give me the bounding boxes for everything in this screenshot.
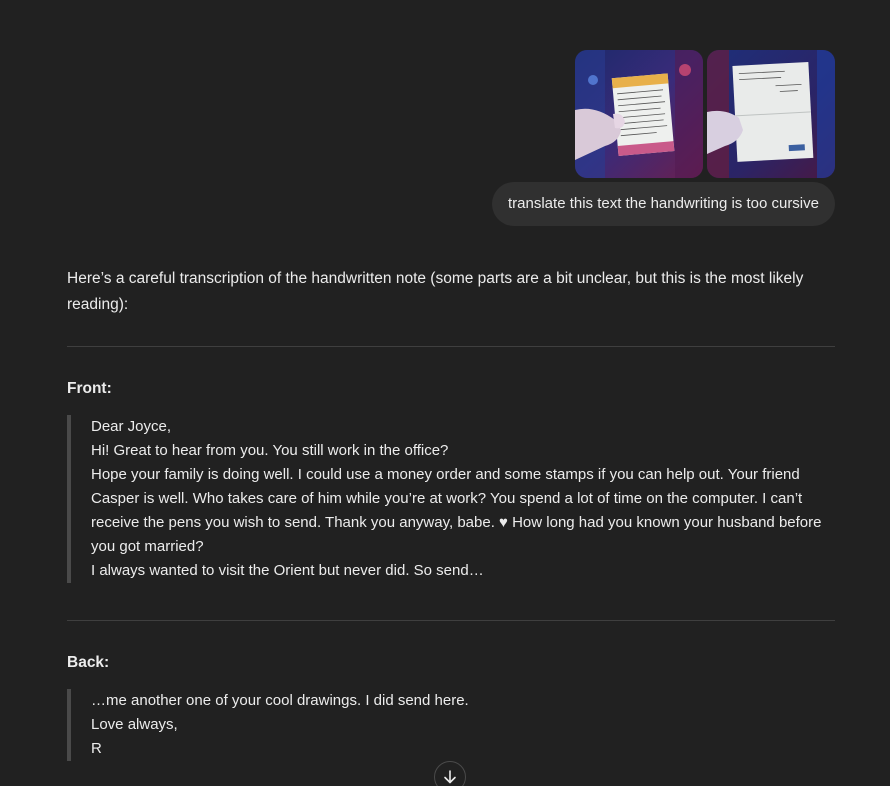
back-transcription-quote [67, 689, 835, 761]
assistant-message [67, 266, 835, 761]
front-section-title: Front: [67, 380, 112, 397]
back-line: Love always, [91, 716, 178, 733]
front-transcription-quote [67, 415, 835, 583]
photo-front-of-note-icon [575, 50, 703, 178]
attachment-photo-back[interactable] [707, 50, 835, 178]
attachment-photo-front[interactable] [575, 50, 703, 178]
assistant-intro: Here’s a careful transcription of the handwritten note (some parts are a bit unclear, but this is the most likely reading): [67, 270, 804, 313]
back-line: R [91, 740, 102, 757]
arrow-down-icon [442, 769, 458, 785]
back-section-title: Back: [67, 654, 110, 671]
front-line: I always wanted to visit the Orient but never did. So send… [91, 562, 484, 579]
user-attachments [575, 50, 835, 178]
back-line: …me another one of your cool drawings. I did send here. [91, 692, 469, 709]
user-message-bubble [492, 182, 835, 226]
front-line: Hope your family is doing well. I could use a money order and some stamps if you can help out. Your friend Casper is well. Who takes care of him while you’re at work? You spend a lot of time on the computer. I can’t receive the pens you wish to send. Thank you anyway, babe. ♥ How long had you known your husband before you got married? [91, 466, 826, 555]
photo-back-of-note-icon [707, 50, 835, 178]
scroll-to-bottom-button[interactable] [434, 761, 466, 786]
front-line: Dear Joyce, [91, 418, 172, 435]
front-line: Hi! Great to hear from you. You still work in the office? [91, 442, 449, 459]
user-message-text: translate this text the handwriting is too cursive [508, 195, 819, 212]
